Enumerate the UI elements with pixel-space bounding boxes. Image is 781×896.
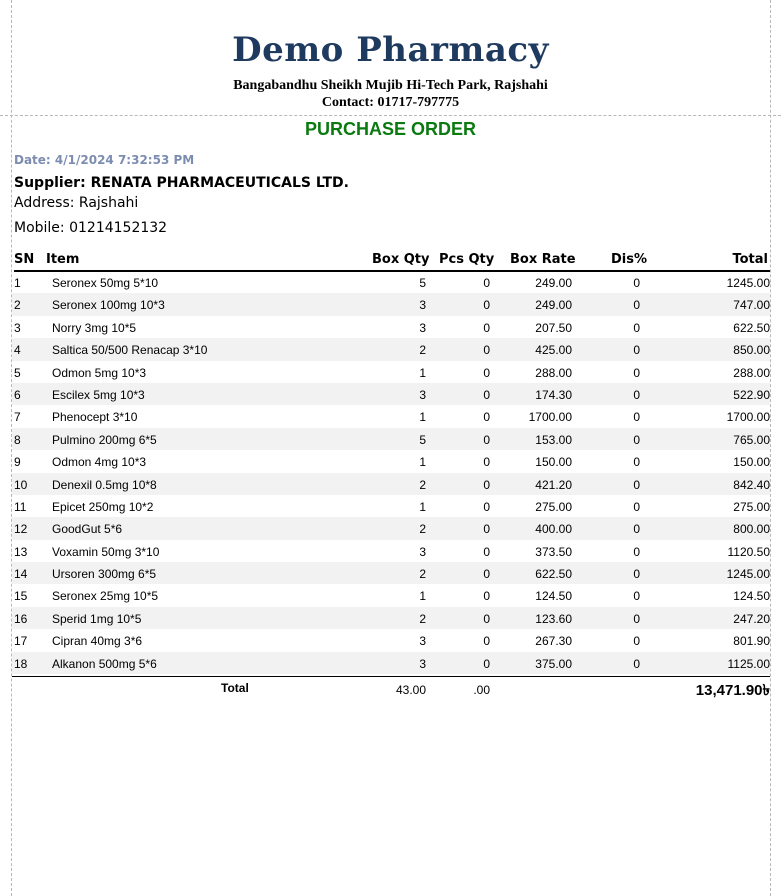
- cell-pcs-qty: 0: [483, 432, 490, 447]
- cell-item: Denexil 0.5mg 10*8: [52, 477, 157, 492]
- cell-dis: 0: [633, 343, 640, 358]
- cell-dis: 0: [633, 499, 640, 514]
- cell-box-qty: 1: [419, 365, 426, 380]
- cell-total: 1245.00: [726, 276, 770, 290]
- cell-box-rate: 153.00: [535, 432, 572, 447]
- total-label: Total: [221, 681, 249, 695]
- cell-sn: 14: [14, 567, 28, 582]
- cell-dis: 0: [633, 522, 640, 537]
- cell-dis: 0: [633, 634, 640, 649]
- cell-total: 247.20: [733, 611, 770, 626]
- header-box-qty: Box Qty: [372, 252, 430, 267]
- header-dis: Dis%: [611, 252, 648, 267]
- cell-sn: 10: [14, 477, 28, 492]
- cell-sn: 1: [14, 276, 21, 290]
- cell-total: 842.40: [733, 477, 770, 492]
- cell-item: Seronex 100mg 10*3: [52, 298, 165, 313]
- cell-box-rate: 123.60: [535, 611, 572, 626]
- cell-dis: 0: [633, 320, 640, 335]
- cell-box-rate: 124.50: [535, 589, 572, 604]
- table-row: [12, 271, 770, 293]
- cell-pcs-qty: 0: [483, 611, 490, 626]
- table-row: [12, 562, 770, 584]
- cell-item: Cipran 40mg 3*6: [52, 634, 143, 649]
- cell-pcs-qty: 0: [483, 522, 490, 537]
- cell-pcs-qty: 0: [483, 320, 490, 335]
- header-divider: [0, 115, 781, 116]
- table-row: [12, 316, 770, 338]
- cell-dis: 0: [633, 455, 640, 470]
- cell-total: 800.00: [733, 522, 770, 537]
- cell-total: 765.00: [733, 432, 770, 447]
- cell-pcs-qty: 0: [483, 343, 490, 358]
- cell-pcs-qty: 0: [483, 477, 490, 492]
- cell-box-rate: 150.00: [535, 455, 572, 470]
- cell-dis: 0: [633, 298, 640, 313]
- cell-dis: 0: [633, 567, 640, 582]
- cell-box-qty: 1: [419, 455, 426, 470]
- cell-item: Escilex 5mg 10*3: [52, 387, 145, 402]
- cell-pcs-qty: 0: [483, 365, 490, 380]
- cell-pcs-qty: 0: [483, 567, 490, 582]
- cell-pcs-qty: 0: [483, 298, 490, 313]
- cell-pcs-qty: 0: [483, 589, 490, 604]
- cell-dis: 0: [633, 611, 640, 626]
- cell-box-rate: 275.00: [535, 499, 572, 514]
- cell-sn: 12: [14, 522, 28, 537]
- cell-dis: 0: [633, 410, 640, 425]
- cell-box-qty: 2: [419, 477, 426, 492]
- cell-item: Ursoren 300mg 6*5: [52, 567, 157, 582]
- table-row: [12, 584, 770, 606]
- header-item: Item: [46, 252, 80, 267]
- table-row: [12, 517, 770, 539]
- cell-box-qty: 2: [419, 343, 426, 358]
- total-pcs-qty: .00: [473, 683, 490, 697]
- cell-total: 288.00: [733, 365, 770, 380]
- supplier-mobile: Mobile: 01214152132: [14, 220, 168, 236]
- cell-item: GoodGut 5*6: [52, 522, 123, 537]
- table-row: [12, 428, 770, 450]
- cell-dis: 0: [633, 656, 640, 671]
- cell-sn: 11: [14, 499, 27, 514]
- grand-total: 13,471.90৳: [695, 682, 770, 699]
- table-row: [12, 383, 770, 405]
- cell-sn: 3: [14, 320, 21, 335]
- cell-total: 275.00: [733, 499, 770, 514]
- table-row: [12, 293, 770, 315]
- table-row: [12, 338, 770, 360]
- cell-pcs-qty: 0: [483, 499, 490, 514]
- cell-sn: 5: [14, 365, 21, 380]
- cell-sn: 2: [14, 298, 21, 313]
- cell-dis: 0: [633, 477, 640, 492]
- cell-item: Saltica 50/500 Renacap 3*10: [52, 343, 208, 358]
- cell-dis: 0: [633, 432, 640, 447]
- cell-box-rate: 1700.00: [528, 410, 572, 425]
- cell-item: Phenocept 3*10: [52, 410, 138, 425]
- cell-sn: 18: [14, 656, 28, 671]
- table-row: [12, 450, 770, 472]
- cell-sn: 13: [14, 544, 28, 559]
- table-header: [14, 250, 770, 272]
- cell-box-rate: 421.20: [535, 477, 572, 492]
- header-pcs-qty: Pcs Qty: [439, 252, 495, 267]
- cell-pcs-qty: 0: [483, 656, 490, 671]
- total-box-qty: 43.00: [395, 683, 426, 697]
- pharmacy-address: Bangabandhu Sheikh Mujib Hi-Tech Park, Rajshahi: [233, 78, 548, 93]
- header-total: Total: [732, 252, 768, 267]
- cell-box-qty: 2: [419, 522, 426, 537]
- cell-pcs-qty: 0: [483, 276, 490, 290]
- cell-total: 522.90: [733, 387, 770, 402]
- table-row: [12, 473, 770, 495]
- cell-box-rate: 267.30: [535, 634, 572, 649]
- cell-box-qty: 5: [419, 432, 426, 447]
- cell-box-qty: 5: [419, 276, 426, 290]
- cell-item: Seronex 25mg 10*5: [52, 589, 159, 604]
- table-row: [12, 607, 770, 629]
- cell-box-qty: 1: [419, 589, 426, 604]
- cell-dis: 0: [633, 387, 640, 402]
- cell-box-qty: 3: [419, 634, 426, 649]
- cell-dis: 0: [633, 589, 640, 604]
- cell-box-rate: 400.00: [535, 522, 572, 537]
- cell-item: Alkanon 500mg 5*6: [52, 656, 157, 671]
- cell-item: Sperid 1mg 10*5: [52, 611, 142, 626]
- supplier-address: Address: Rajshahi: [14, 195, 139, 211]
- cell-sn: 6: [14, 387, 21, 402]
- cell-total: 850.00: [733, 343, 770, 358]
- cell-dis: 0: [633, 365, 640, 380]
- cell-item: Norry 3mg 10*5: [52, 320, 137, 335]
- items-table: [12, 271, 770, 674]
- cell-sn: 16: [14, 611, 28, 626]
- cell-item: Seronex 50mg 5*10: [52, 276, 159, 290]
- cell-box-qty: 3: [419, 387, 426, 402]
- cell-item: Voxamin 50mg 3*10: [52, 544, 160, 559]
- cell-box-rate: 249.00: [535, 298, 572, 313]
- cell-item: Pulmino 200mg 6*5: [52, 432, 157, 447]
- document-title: PURCHASE ORDER: [304, 119, 477, 139]
- cell-pcs-qty: 0: [483, 410, 490, 425]
- pharmacy-name: Demo Pharmacy: [232, 30, 549, 70]
- cell-sn: 4: [14, 343, 21, 358]
- cell-sn: 7: [14, 410, 21, 425]
- cell-sn: 9: [14, 455, 21, 470]
- cell-box-rate: 425.00: [535, 343, 572, 358]
- cell-total: 124.50: [733, 589, 770, 604]
- cell-item: Epicet 250mg 10*2: [52, 499, 154, 514]
- cell-dis: 0: [633, 544, 640, 559]
- table-row: [12, 361, 770, 383]
- cell-box-qty: 1: [419, 499, 426, 514]
- cell-box-qty: 3: [419, 298, 426, 313]
- cell-total: 1700.00: [726, 410, 770, 425]
- cell-box-qty: 3: [419, 320, 426, 335]
- cell-box-rate: 288.00: [535, 365, 572, 380]
- supplier-name: Supplier: RENATA PHARMACEUTICALS LTD.: [14, 175, 349, 191]
- cell-total: 150.00: [733, 455, 770, 470]
- cell-dis: 0: [633, 276, 640, 290]
- cell-pcs-qty: 0: [483, 544, 490, 559]
- cell-pcs-qty: 0: [483, 387, 490, 402]
- cell-pcs-qty: 0: [483, 634, 490, 649]
- cell-item: Odmon 5mg 10*3: [52, 365, 147, 380]
- cell-total: 747.00: [733, 298, 770, 313]
- table-row: [12, 405, 770, 427]
- table-row: [12, 540, 770, 562]
- table-row: [12, 495, 770, 517]
- cell-sn: 17: [14, 634, 28, 649]
- cell-total: 622.50: [733, 320, 770, 335]
- cell-box-qty: 3: [419, 656, 426, 671]
- cell-box-qty: 2: [419, 611, 426, 626]
- cell-box-rate: 174.30: [535, 387, 572, 402]
- totals-row: [12, 676, 770, 701]
- table-row: [12, 629, 770, 651]
- cell-total: 801.90: [733, 634, 770, 649]
- cell-box-rate: 373.50: [535, 544, 572, 559]
- header-box-rate: Box Rate: [510, 252, 576, 267]
- cell-box-qty: 3: [419, 544, 426, 559]
- header-sn: SN: [14, 252, 35, 267]
- cell-sn: 15: [14, 589, 28, 604]
- cell-total: 1120.50: [727, 544, 770, 559]
- cell-total: 1245.00: [726, 567, 770, 582]
- cell-total: 1125.00: [727, 656, 770, 671]
- cell-box-rate: 375.00: [535, 656, 572, 671]
- cell-pcs-qty: 0: [483, 455, 490, 470]
- cell-box-qty: 1: [419, 410, 426, 425]
- cell-box-rate: 207.50: [535, 320, 572, 335]
- cell-box-rate: 249.00: [535, 276, 572, 290]
- order-date: Date: 4/1/2024 7:32:53 PM: [14, 153, 195, 167]
- cell-sn: 8: [14, 432, 21, 447]
- pharmacy-contact: Contact: 01717-797775: [321, 95, 460, 110]
- cell-box-rate: 622.50: [535, 567, 572, 582]
- cell-item: Odmon 4mg 10*3: [52, 455, 147, 470]
- cell-box-qty: 2: [419, 567, 426, 582]
- table-row: [12, 652, 770, 674]
